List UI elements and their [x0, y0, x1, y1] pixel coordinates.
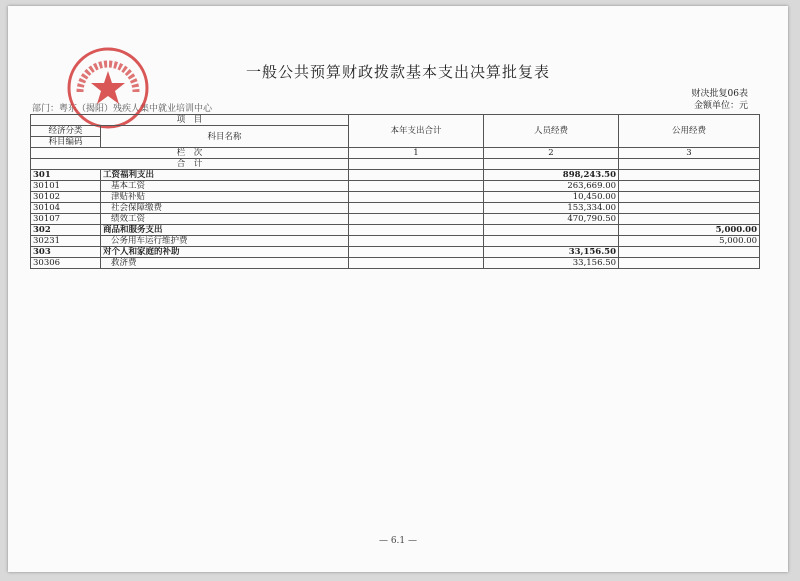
department-label: 部门：粤东（揭阳）残疾人集中就业培训中心: [32, 104, 213, 114]
header-subject: [31, 115, 349, 126]
row-name: 商品和服务支出: [101, 225, 349, 236]
row-public: 5,000.00: [619, 236, 760, 247]
row-public: [619, 214, 760, 225]
row-name: 津贴补贴: [101, 192, 349, 203]
row-name: 基本工资: [101, 181, 349, 192]
row-total: [349, 170, 484, 181]
row-total: [349, 258, 484, 269]
row-personnel: 470,790.50: [484, 214, 619, 225]
total-cell-1: [349, 159, 484, 170]
header-personnel: 人员经费: [484, 115, 619, 148]
row-name: 工资福利支出: [101, 170, 349, 181]
header-public: 公用经费: [619, 115, 760, 148]
page-title: 一般公共预算财政拨款基本支出决算批复表: [245, 63, 550, 81]
total-cell-3: [619, 159, 760, 170]
row-code: 30107: [31, 214, 101, 225]
row-name: 救济费: [101, 258, 349, 269]
column-index-row: [31, 148, 760, 159]
row-total: [349, 247, 484, 258]
row-personnel: 153,334.00: [484, 203, 619, 214]
row-total: [349, 203, 484, 214]
row-public: [619, 181, 760, 192]
row-personnel: 898,243.50: [484, 170, 619, 181]
row-code: 30231: [31, 236, 101, 247]
document-sheet: [8, 6, 788, 572]
row-total: [349, 236, 484, 247]
table-row: [31, 203, 760, 214]
row-total: [349, 214, 484, 225]
row-personnel: 33,156.50: [484, 247, 619, 258]
row-code: 30101: [31, 181, 101, 192]
row-name: 公务用车运行维护费: [101, 236, 349, 247]
table-row: [31, 236, 760, 247]
total-cell-2: [484, 159, 619, 170]
row-public: 5,000.00: [619, 225, 760, 236]
row-name: 对个人和家庭的补助: [101, 247, 349, 258]
header-subject-code: 科目编码: [31, 137, 101, 148]
table-row: [31, 258, 760, 269]
table-body: [31, 170, 760, 269]
row-name: 社会保障缴费: [101, 203, 349, 214]
header-subject-label: 项 目: [176, 115, 203, 125]
amount-unit: 金额单位：元: [693, 101, 748, 111]
header-total: 本年支出合计: [349, 115, 484, 148]
col-index-3: 3: [619, 148, 760, 159]
row-public: [619, 258, 760, 269]
page-number: — 6.1 —: [378, 536, 418, 546]
table-code: 财决批复06表: [691, 89, 748, 99]
row-public: [619, 247, 760, 258]
col-index-1: 1: [349, 148, 484, 159]
row-personnel: 10,450.00: [484, 192, 619, 203]
row-personnel: 263,669.00: [484, 181, 619, 192]
row-public: [619, 192, 760, 203]
row-total: [349, 225, 484, 236]
table-row: [31, 214, 760, 225]
total-row: [31, 159, 760, 170]
table-row: [31, 225, 760, 236]
header-subject-name: 科目名称: [101, 126, 349, 148]
table-row: [31, 247, 760, 258]
row-personnel: [484, 225, 619, 236]
row-code: 301: [31, 170, 101, 181]
row-code: 303: [31, 247, 101, 258]
lanci-label: 栏 次: [31, 148, 349, 159]
table-meta: [692, 88, 748, 112]
row-code: 30104: [31, 203, 101, 214]
header-row-1: [31, 115, 760, 126]
heji-label: 合 计: [31, 159, 349, 170]
row-personnel: 33,156.50: [484, 258, 619, 269]
row-total: [349, 192, 484, 203]
row-personnel: [484, 236, 619, 247]
col-index-2: 2: [484, 148, 619, 159]
row-name: 绩效工资: [101, 214, 349, 225]
row-public: [619, 203, 760, 214]
budget-table: [30, 114, 760, 269]
row-code: 302: [31, 225, 101, 236]
row-total: [349, 181, 484, 192]
row-code: 30306: [31, 258, 101, 269]
table-row: [31, 181, 760, 192]
header-econ-class: 经济分类: [31, 126, 101, 137]
row-code: 30102: [31, 192, 101, 203]
row-public: [619, 170, 760, 181]
table-row: [31, 170, 760, 181]
table-row: [31, 192, 760, 203]
